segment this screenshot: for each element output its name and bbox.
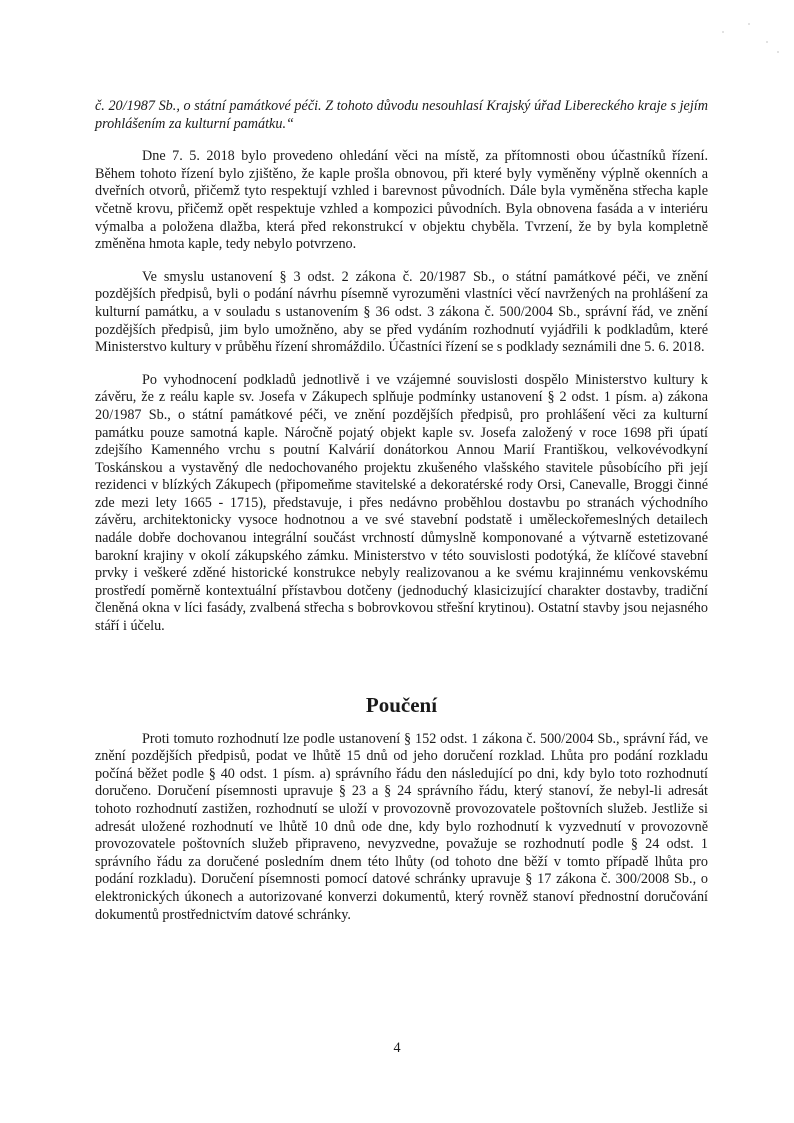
page-number: 4 — [393, 1040, 401, 1056]
paragraph-instruction: Proti tomuto rozhodnutí lze podle ustanovení § 152 odst. 1 zákona č. 500/2004 Sb., správní řád, ve znění pozdějších předpisů, podat ve lhůtě 15 dnů od jeho doručení rozklad. Lhůta pro podání rozkladu počíná běžet podle § 40 odst. 1 písm. a) správního řádu den následující po dni, kdy bylo toto rozhodnutí doručeno. Doručení písemnosti upravuje § 23 a § 24 správního řádu, který stanoví, že nebyl-li adresát tohoto rozhodnutí zastižen, rozhodnutí se uloží v provozovně provozovatele poštovních služeb. Jestliže si adresát uložené rozhodnutí ve lhůtě 10 dnů ode dne, kdy bylo rozhodnutí k vyzvednutí v provozovně provozovatele poštovních služeb připraveno, nevyzvedne, považuje se rozhodnutí podle § 24 odst. 1 správního řádu za doručené posledním dnem této lhůty (od tohoto dne běží v tomto případě lhůta pro podání rozkladu). Doručení písemnosti pomocí datové schránky upravuje § 17 zákona č. 300/2008 Sb., o elektronických úkonech a autorizované konverzi dokumentů, který rovněž stanoví přednostní doručování dokumentů prostřednictvím datové schránky. — [95, 730, 708, 923]
section-heading: Poučení — [365, 692, 438, 717]
paragraph-evaluation: Po vyhodnocení podkladů jednotlivě i ve vzájemné souvislosti dospělo Ministerstvo kultury k závěru, že z reálu kaple sv. Josefa v Zákupech splňuje podmínky ustanovení § 2 odst. 1 písm. a) zákona 20/1987 Sb., o státní památkové péči, ve znění pozdějších předpisů, pro prohlášení věci za kulturní památku pouze samotná kaple. Náročně pojatý objekt kaple sv. Josefa založený v roce 1698 při úpatí zdejšího Kamenného vrchu s poutní Kalvárií donátorkou Annou Marií Františkou, velkovévodkyní Toskánskou a vystavěný dle nedochovaného projektu zkušeného vlašského stavitele působícího při její rezidenci v blízkých Zákupech (připomeňme stavitelské a dekoratérské rody Orsi, Canevalle, Broggi činné zde mezi lety 1665 - 1715), představuje, i přes nedávno proběhlou dostavbu po stranách východního závěru, architektonicky vysoce hodnotnou a ve své stavební podstatě i uměleckořemeslných detailech nadále dobře dochovanou integrální součást vrchností důmyslně komponované a výtvarně estetizované barokní krajiny v okolí zákupského zámku. Ministerstvo v této souvislosti podotýká, že klíčové stavební prvky i veškeré zděné historické konstrukce nebyly realizovanou a ke svému krajinnému venkovskému prostředí poměrně kontextuální přístavbou dotčeny (jednoduchý klasicizující charakter dostavby, tradiční členěná okna v líci fasády, zvalbená střecha s bobrovkovou střešní krytinou). Ostatní stavby jsou nejasného stáří i účelu. — [95, 371, 708, 635]
scan-noise — [766, 41, 768, 43]
quoted-text-end: č. 20/1987 Sb., o státní památkové péči. Z tohoto důvodu nesouhlasí Krajský úřad Libereckého kraje s jejím prohlášením za kulturní památku.“ — [95, 98, 708, 132]
scan-noise — [722, 31, 724, 33]
scan-noise — [777, 51, 779, 53]
scan-noise — [748, 23, 750, 25]
paragraph-notification: Ve smyslu ustanovení § 3 odst. 2 zákona č. 20/1987 Sb., o státní památkové péči, ve znění pozdějších předpisů, byli o podání návrhu písemně vyrozuměni vlastníci věcí navržených na prohlášení za kulturní památku, a v souladu s ustanovením § 36 odst. 3 zákona č. 500/2004 Sb., správní řád, ve znění pozdějších předpisů, jim bylo umožněno, aby se před vydáním rozhodnutí vyjádřili k podkladům, které Ministerstvo kultury v průběhu řízení shromáždilo. Účastníci řízení se s podklady seznámili dne 5. 6. 2018. — [95, 268, 708, 356]
paragraph-inspection: Dne 7. 5. 2018 bylo provedeno ohledání věci na místě, za přítomnosti obou účastníků řízení. Během tohoto řízení bylo zjištěno, že kaple prošla obnovou, při které byly vyměněny výplně okenních a dveřních otvorů, přičemž tyto respektují vzhled i barevnost původních. Dále byla vyměněna střecha kaple včetně krovu, přičemž opět respektuje vzhled a kompozici původních. Byla obnovena fasáda a v interiéru výmalba a položena dlažba, která před rekonstrukcí v objektu chyběla. Tvrzení, že by byla kompletně změněna hmota kaple, tedy nebylo potvrzeno. — [95, 148, 708, 253]
document-page — [95, 98, 708, 924]
